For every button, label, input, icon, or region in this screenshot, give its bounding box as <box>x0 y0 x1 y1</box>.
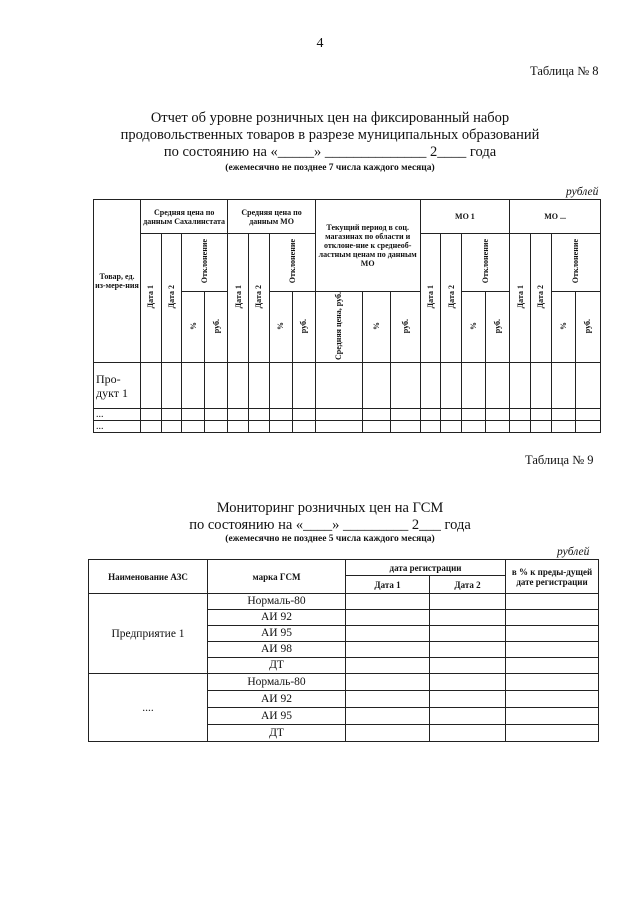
table8-label: Таблица № 8 <box>530 64 599 78</box>
table8-header-sakh-avg: Средняя цена по данным Сахалинстата <box>140 200 227 234</box>
table8-mo-pct: % <box>276 322 286 330</box>
table8-header-mo-other: МО ... <box>510 200 601 234</box>
table9-header-date2: Дата 2 <box>430 576 506 594</box>
table9-fuel: Нормаль-80 <box>208 674 346 691</box>
table8-mo1-deviation: Отклонение <box>481 239 491 284</box>
table8-sakh-date1: Дата 1 <box>146 285 156 309</box>
table8-unit: рублей <box>566 186 599 198</box>
table-row <box>94 363 601 409</box>
table8-moo-pct: % <box>558 322 568 330</box>
table-row <box>89 594 599 610</box>
table9-note: (ежемесячно не позднее 5 числа каждого месяца) <box>225 534 435 544</box>
table9-header-date1: Дата 1 <box>346 576 430 594</box>
table9-fuel: АИ 98 <box>208 642 346 658</box>
table8-row-dots-2: ... <box>94 421 141 433</box>
table9-title <box>60 500 600 534</box>
table8-mo1-rub: руб. <box>493 318 503 334</box>
table9-title-line-2: по состоянию на «____» _________ 2___ года <box>189 517 471 533</box>
table-row <box>94 421 601 433</box>
table8-mo-rub: руб. <box>299 318 309 334</box>
table9-fuel: ДТ <box>208 658 346 674</box>
table9-label: Таблица № 9 <box>525 453 594 467</box>
table8-moo-deviation: Отклонение <box>571 239 581 284</box>
table8-sakh-deviation: Отклонение <box>200 239 210 284</box>
table9-title-line-1: Мониторинг розничных цен на ГСМ <box>216 500 444 516</box>
table8-header-current: Текущий период в соц. магазинах по области и отклоне-ние к среднеоб-ластным ценам по данным МО <box>315 200 420 292</box>
table9-enterprise-other: .... <box>89 674 208 742</box>
page-number: 4 <box>316 36 324 51</box>
table9-fuel: АИ 95 <box>208 626 346 642</box>
table9-header-pct-prev: в % к преды-дущей дате регистрации <box>506 560 599 594</box>
table8-sakh-date2: Дата 2 <box>167 285 177 309</box>
table-row <box>89 674 599 691</box>
table9-fuel: ДТ <box>208 725 346 742</box>
table8-sakh-pct: % <box>188 322 198 330</box>
table8-mo1-pct: % <box>469 322 479 330</box>
table8-current-pct: % <box>371 322 381 330</box>
table8-header-mo1: МО 1 <box>420 200 510 234</box>
table9-header-reg-date: дата регистрации <box>346 560 506 576</box>
table9-fuel: АИ 92 <box>208 691 346 708</box>
table8-moo-rub: руб. <box>583 318 593 334</box>
table9 <box>88 559 599 742</box>
table9-unit: рублей <box>557 546 590 558</box>
table9-fuel: АИ 92 <box>208 610 346 626</box>
table8-header-product: Товар, ед. из-мере-ния <box>94 200 141 363</box>
table8-title <box>60 110 600 161</box>
table8-sakh-rub: руб. <box>211 318 221 334</box>
table8-note: (ежемесячно не позднее 7 числа каждого месяца) <box>225 163 435 173</box>
table8-title-line-1: Отчет об уровне розничных цен на фиксированный набор <box>150 110 510 126</box>
table8-mo-date2: Дата 2 <box>254 285 264 309</box>
table8-row-product: Про-дукт 1 <box>94 363 141 409</box>
table8-mo-date1: Дата 1 <box>233 285 243 309</box>
table8-mo1-date2: Дата 2 <box>446 285 456 309</box>
table9-fuel: Нормаль-80 <box>208 594 346 610</box>
table-row <box>94 409 601 421</box>
table8-row-dots-1: ... <box>94 409 141 421</box>
table8-moo-date1: Дата 1 <box>515 285 525 309</box>
table8 <box>93 199 601 433</box>
table9-fuel: АИ 95 <box>208 708 346 725</box>
table8-mo1-date1: Дата 1 <box>426 285 435 309</box>
table8-title-line-3: по состоянию на «_____» ______________ 2____ года <box>163 144 497 160</box>
table8-header-mo-avg: Средняя цена по данным МО <box>228 200 315 234</box>
table8-moo-date2: Дата 2 <box>536 285 546 309</box>
table9-header-brand: марка ГСМ <box>208 560 346 594</box>
table9-header-station: Наименование АЗС <box>89 560 208 594</box>
table8-current-rub: руб. <box>400 318 410 334</box>
table8-title-line-2: продовольственных товаров в разрезе муниципальных образований <box>120 127 540 143</box>
table8-mo-deviation: Отклонение <box>287 239 297 284</box>
table8-current-avg-price: Средняя цена, руб. <box>334 292 344 360</box>
table9-enterprise-1: Предприятие 1 <box>89 594 208 674</box>
